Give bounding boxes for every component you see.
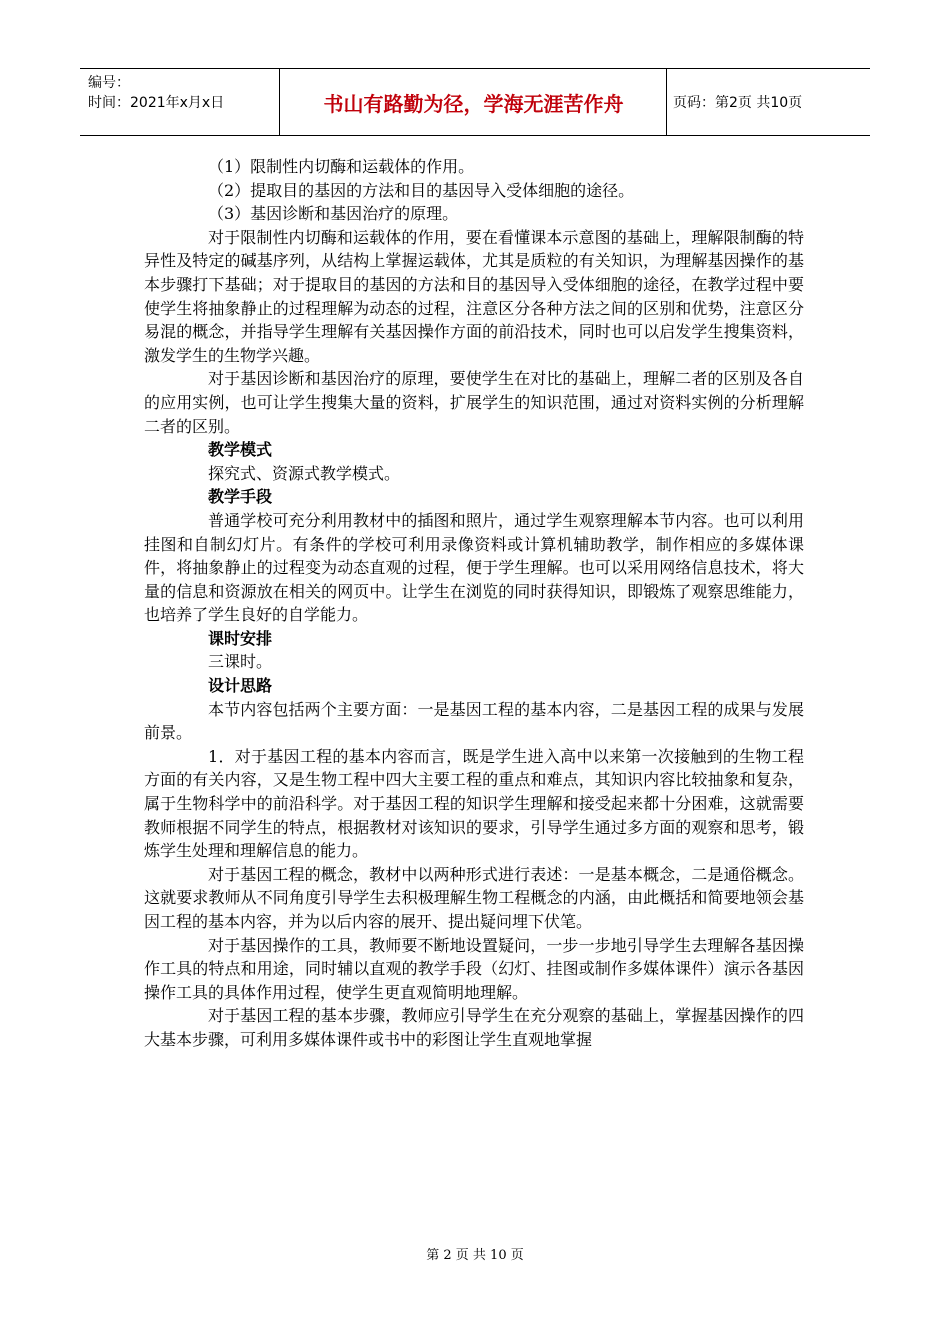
page-header — [80, 68, 870, 136]
paragraph: 对于限制性内切酶和运载体的作用，要在看懂课本示意图的基础上，理解限制酶的特异性及特定的碱基序列，从结构上掌握运载体，尤其是质粒的有关知识，为理解基因操作的基本步骤打下基础；对于提取目的基因的方法和目的基因导入受体细胞的途径，在教学过程中要使学生将抽象静止的过程理解为动态的过程，注意区分各种方法之间的区别和优势，注意区分易混的概念，并指导学生理解有关基因操作方面的前沿技术，同时也可以启发学生搜集资料，激发学生的生物学兴趣。 — [144, 227, 804, 365]
header-motto: 书山有路勤为径，学海无涯苦作舟 — [281, 69, 667, 135]
section-heading: 课时安排 — [208, 628, 273, 648]
paragraph: （2）提取目的基因的方法和目的基因导入受体细胞的途径。 — [208, 180, 635, 200]
section-heading: 教学手段 — [208, 487, 273, 507]
paragraph: 三课时。 — [208, 652, 273, 672]
paragraph: 对于基因工程的概念，教材中以两种形式进行表述：一是基本概念，二是通俗概念。这就要求教师从不同角度引导学生去积极理解生物工程概念的内涵，由此概括和简要地领会基因工程的基本内容，并为以后内容的展开、提出疑问埋下伏笔。 — [144, 864, 804, 931]
number-label: 编号： — [88, 75, 130, 91]
time-label: 时间：2021年x月x日 — [88, 95, 225, 111]
header-meta — [80, 69, 280, 135]
document-body — [144, 155, 804, 1052]
paragraph: 1．对于基因工程的基本内容而言，既是学生进入高中以来第一次接触到的生物工程方面的有关内容，又是生物工程中四大主要工程的重点和难点，其知识内容比较抽象和复杂，属于生物科学中的前沿科学。对于基因工程的知识学生理解和接受起来都十分困难，这就需要教师根据不同学生的特点，根据教材对该知识的要求，引导学生通过多方面的观察和思考，锻炼学生处理和理解信息的能力。 — [144, 746, 804, 861]
section-heading: 设计思路 — [208, 676, 273, 696]
section-heading: 教学模式 — [208, 440, 273, 460]
paragraph: （1）限制性内切酶和运载体的作用。 — [208, 157, 475, 176]
page-footer: 第 2 页 共 10 页 — [426, 1248, 524, 1263]
paragraph: 探究式、资源式教学模式。 — [208, 463, 401, 483]
paragraph: 对于基因工程的基本步骤，教师应引导学生在充分观察的基础上，掌握基因操作的四大基本步骤，可利用多媒体课件或书中的彩图让学生直观地掌握 — [144, 1006, 804, 1049]
paragraph: 对于基因操作的工具，教师要不断地设置疑问，一步一步地引导学生去理解各基因操作工具的特点和用途，同时辅以直观的教学手段（幻灯、挂图或制作多媒体课件）演示各基因操作工具的具体作用过程，使学生更直观简明地理解。 — [144, 935, 804, 1002]
paragraph: 普通学校可充分利用教材中的插图和照片，通过学生观察理解本节内容。也可以利用挂图和自制幻灯片。有条件的学校可利用录像资料或计算机辅助教学，制作相应的多媒体课件，将抽象静止的过程变为动态直观的过程，便于学生理解。也可以采用网络信息技术，将大量的信息和资源放在相关的网页中。让学生在浏览的同时获得知识，即锻炼了观察思维能力，也培养了学生良好的自学能力。 — [144, 510, 804, 625]
paragraph: 本节内容包括两个主要方面：一是基因工程的基本内容，二是基因工程的成果与发展前景。 — [144, 699, 804, 743]
paragraph: 对于基因诊断和基因治疗的原理，要使学生在对比的基础上，理解二者的区别及各自的应用实例，也可让学生搜集大量的资料，扩展学生的知识范围，通过对资料实例的分析理解二者的区别。 — [144, 369, 804, 436]
header-page-info: 页码：第2页 共10页 — [673, 95, 803, 111]
paragraph: （3）基因诊断和基因治疗的原理。 — [208, 204, 459, 224]
